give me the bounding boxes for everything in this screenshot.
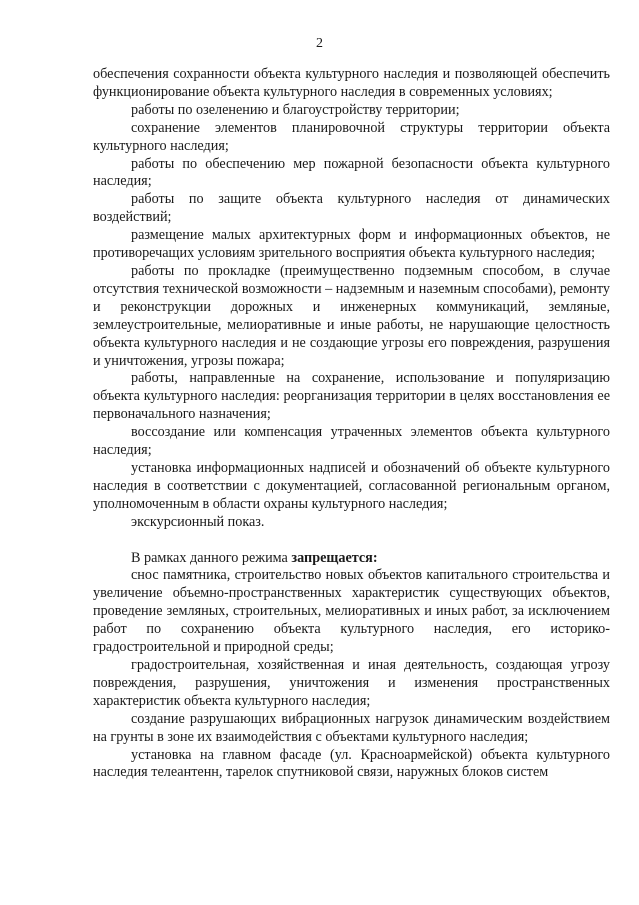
- list-item: работы по защите объекта культурного наследия от динамических воздействий;: [93, 191, 610, 226]
- paragraph-continuation: обеспечения сохранности объекта культурного наследия и позволяющей обеспечить функционирование объекта культурного наследия в современных условиях;: [93, 66, 610, 100]
- paragraph-gap: [93, 532, 610, 550]
- document-body: [93, 66, 610, 782]
- prohibition-intro: [93, 550, 610, 568]
- list-item: сохранение элементов планировочной структуры территории объекта культурного наследия;: [93, 119, 610, 154]
- page-number: 2: [316, 36, 323, 51]
- list-item: работы по прокладке (преимущественно подземным способом, в случае отсутствия технической возможности – надземным и наземным способами), ремонту и реконструкции дорожных и инженерных коммуникаций, земляные, землеустроительные, мелиоративные и иные работы, не нарушающие целостность объекта культурного наследия и не создающие угрозы его повреждения, разрушения и уничтожения, угрозы пожара;: [93, 262, 610, 369]
- list-item: установка информационных надписей и обозначений об объекте культурного наследия в соответствии с документацией, согласованной региональным органом, уполномоченным в области охраны культурного наследия;: [93, 459, 610, 512]
- prohibition-intro-prefix: В рамках данного режима: [131, 549, 292, 566]
- list-item: работы, направленные на сохранение, использование и популяризацию объекта культурного наследия: реорганизация территории в целях восстановления ее первоначального назначения;: [93, 370, 610, 423]
- list-item: воссоздание или компенсация утраченных элементов объекта культурного наследия;: [93, 424, 610, 459]
- list-item: экскурсионный показ.: [131, 513, 265, 530]
- prohibited-item: установка на главном фасаде (ул. Красноармейской) объекта культурного наследия телеантенн, тарелок спутниковой связи, наружных блоков систем: [93, 746, 610, 781]
- prohibited-item: снос памятника, строительство новых объектов капитального строительства и увеличение объемно-пространственных характеристик существующих объектов, проведение земляных, строительных, мелиоративных и иных работ, за исключением работ по сохранению объекта культурного наследия, его историко-градостроительной и природной среды;: [93, 567, 610, 656]
- list-item: работы по озеленению и благоустройству территории;: [131, 101, 460, 118]
- prohibited-item: создание разрушающих вибрационных нагрузок динамическим воздействием на грунты в зоне их взаимодействия с объектами культурного наследия;: [93, 710, 610, 745]
- list-item: размещение малых архитектурных форм и информационных объектов, не противоречащих условиям зрительного восприятия объекта культурного наследия;: [93, 227, 610, 262]
- prohibited-item: градостроительная, хозяйственная и иная деятельность, создающая угрозу повреждения, разрушения, уничтожения и изменения пространственных характеристик объекта культурного наследия;: [93, 657, 610, 709]
- prohibition-intro-emphasis: запрещается:: [291, 549, 378, 566]
- list-item: работы по обеспечению мер пожарной безопасности объекта культурного наследия;: [93, 155, 610, 190]
